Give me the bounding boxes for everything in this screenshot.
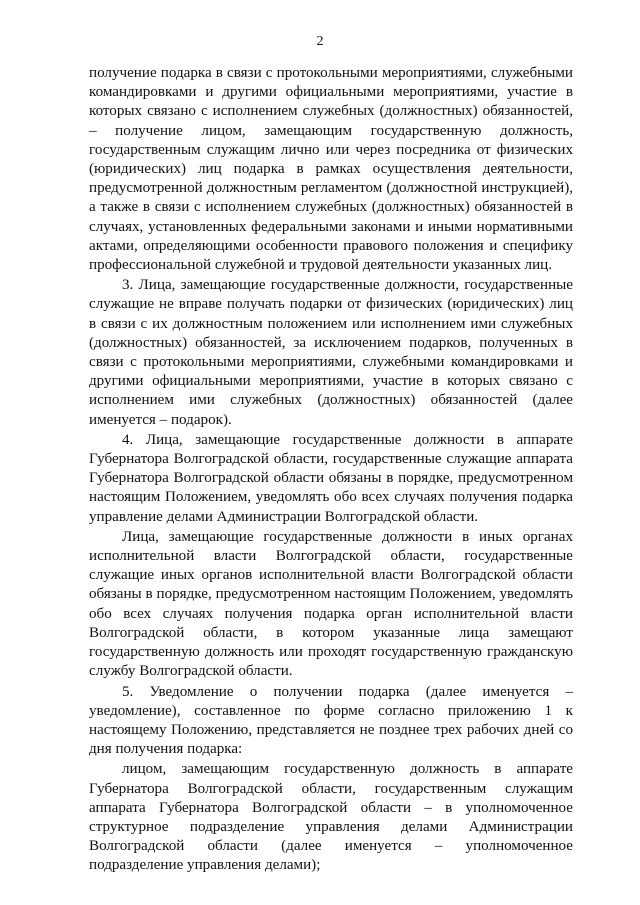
paragraph-5-governor-apparatus-recipient: лицом, замещающим государственную должность в аппарате Губернатора Волгоградской области, государственным служащим аппарата Губернатора Волгоградской области – в уполномоченное структурное подразделение управления делами Администрации Волгоградской области (далее именуется – уполномоченное подразделение управления делами); bbox=[89, 761, 573, 874]
paragraph-3-prohibition: 3. Лица, замещающие государственные должности, государственные служащие не вправе получать подарки от физических (юридических) лиц в связи с их должностным положением или исполнением ими служебных (должностных) обязанностей, за исключением подарков, полученных в связи с протокольными мероприятиями, служебными командировками и другими официальными мероприятиями, участие в которых связано с исполнением ими служебных (должностных) обязанностей (далее именуется – подарок). bbox=[89, 277, 573, 428]
paragraph-4-notification-governor-apparatus: 4. Лица, замещающие государственные должности в аппарате Губернатора Волгоградской области, государственные служащие аппарата Губернатора Волгоградской области обязаны в порядке, предусмотренном настоящим Положением, уведомлять обо всех случаях получения подарка управление делами Администрации Волгоградской области. bbox=[89, 431, 573, 525]
document-body bbox=[89, 64, 573, 876]
page-number: 2 bbox=[316, 34, 324, 49]
paragraph-5-notification-form: 5. Уведомление о получении подарка (далее именуется – уведомление), составленное по форме согласно приложению 1 к настоящему Положению, представляется не позднее трех рабочих дней со дня получения подарка: bbox=[89, 683, 573, 758]
paragraph-gift-definition-continued: получение подарка в связи с протокольными мероприятиями, служебными командировками и другими официальными мероприятиями, участие в которых связано с исполнением служебных (должностных) обязанностей, – получение лицом, замещающим государственную должность, государственным служащим лично или через посредника от физических (юридических) лиц подарка в рамках осуществления деятельности, предусмотренной должностным регламентом (должностной инструкцией), а также в связи с исполнением служебных (должностных) обязанностей в случаях, установленных федеральными законами и иными нормативными актами, определяющими особенности правового положения и специфику профессиональной служебной и трудовой деятельности указанных лиц. bbox=[89, 65, 573, 274]
paragraph-4-notification-other-bodies: Лица, замещающие государственные должности в иных органах исполнительной власти Волгоградской области, государственные служащие иных органов исполнительной власти Волгоградской области обязаны в порядке, предусмотренном настоящим Положением, уведомлять обо всех случаях получения подарка орган исполнительной власти Волгоградской области, в котором указанные лица замещают государственную должность или проходят государственную гражданскую службу Волгоградской области. bbox=[89, 528, 573, 680]
